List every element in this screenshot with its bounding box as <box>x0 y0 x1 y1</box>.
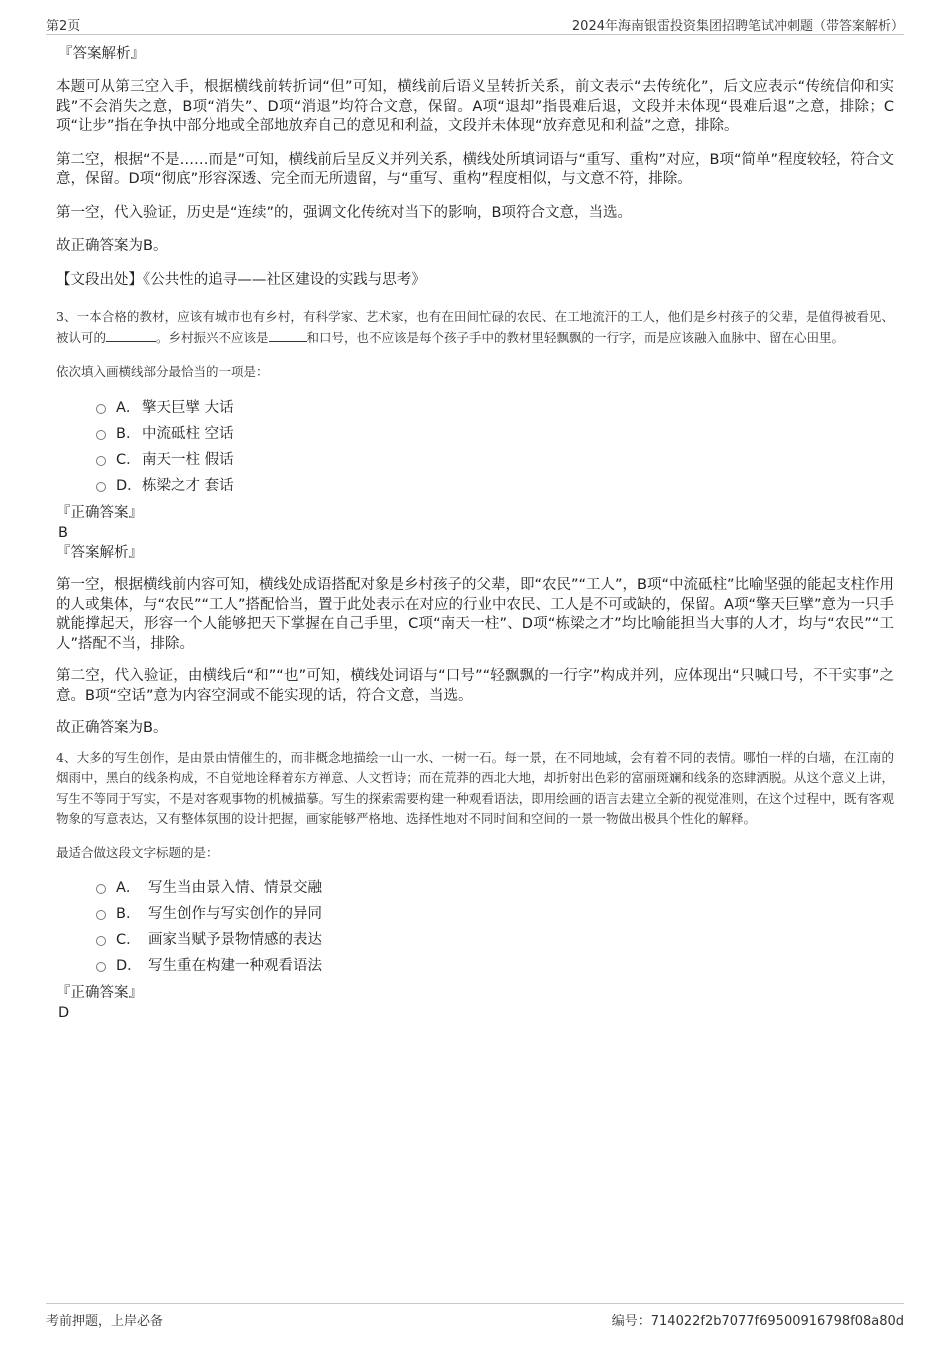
option-text: 中流砥柱 空话 <box>142 426 234 442</box>
option-letter: A． <box>116 400 141 416</box>
q4-option-c[interactable] <box>96 927 894 953</box>
q3-stem-part: 3、一本合格的教材，应该有城市也有乡村，有科学家、艺术家，也有在田间忙碌的农民、在工地流汗的工人，他们是乡村孩子的父辈，是值得被看见、被认可的 <box>56 309 894 345</box>
q3-option-b[interactable] <box>96 421 894 447</box>
option-text: 写生当由景入情、情景交融 <box>148 879 322 896</box>
option-letter: B． <box>116 905 141 922</box>
radio-icon[interactable] <box>96 962 106 972</box>
q3-blank-1 <box>106 329 156 342</box>
q2-analysis-paragraph: 第一空，代入验证，历史是“连续”的，强调文化传统对当下的影响，B项符合文意，当选。 <box>56 204 632 221</box>
option-text: 栋梁之才 套话 <box>142 478 234 494</box>
question-4 <box>56 748 894 1023</box>
option-letter: D． <box>116 957 142 974</box>
option-text: 画家当赋予景物情感的表达 <box>148 931 322 948</box>
q3-stem-part: 和口号，也不应该是每个孩子手中的教材里轻飘飘的一行字，而是应该融入血脉中、留在心田里。 <box>306 330 845 345</box>
option-text: 擎天巨擘 大话 <box>142 400 234 416</box>
option-text: 写生创作与写实创作的异同 <box>148 905 322 922</box>
q2-analysis-section <box>56 44 894 290</box>
q2-analysis-paragraph: 第二空，根据“不是……而是”可知，横线前后呈反义并列关系，横线处所填词语与“重写、重构”对应，B项“简单”程度较轻，符合文意，保留。D项“彻底”形容深透、完全而无所遗留，与“重写、重构”程度相似，与文意不符，排除。 <box>56 151 895 187</box>
q4-stem: 4、大多的写生创作，是由景由情催生的，而非概念地描绘一山一水、一树一石。每一景，在不同地域，会有着不同的表情。哪怕一样的白墙，在江南的烟雨中，黑白的线条构成，不自觉地诠释着东方禅意、人文哲诗；而在荒莽的西北大地，却折射出色彩的富丽斑斓和线条的恣肆洒脱。从这个意义上讲，写生不等同于写实，不是对客观事物的机械描摹。写生的探索需要构建一种观看语法，即用绘画的语言去建立全新的视觉准则，在这个过程中，既有客观物象的写意表达，又有整体氛围的设计把握，画家能够严格地、选择性地对不同时间和空间的一景一物做出极具个性化的解释。 <box>56 749 894 826</box>
q3-options <box>56 395 894 499</box>
question-3 <box>56 306 894 739</box>
q4-option-d[interactable] <box>96 953 894 979</box>
q4-option-b[interactable] <box>96 901 894 927</box>
q3-analysis-paragraph: 第一空，根据横线前内容可知，横线处成语搭配对象是乡村孩子的父辈，即“农民”“工人”，B项“中流砥柱”比喻坚强的能起支柱作用的人或集体，与“农民”“工人”搭配恰当，置于此处表示在对应的行业中农民、工人是不可或缺的，保留。A项“擎天巨擘”意为一只手就能撑起天，形容一个人能够把天下掌握在自己手里，C项“南天一柱”、D项“栋梁之才”均比喻能担当大事的人才，均与“农民”“工人”搭配不当，排除。 <box>56 577 895 652</box>
option-letter: A． <box>116 879 141 896</box>
document-title: 2024年海南银雷投资集团招聘笔试冲刺题（带答案解析） <box>571 19 904 34</box>
radio-icon[interactable] <box>96 884 106 894</box>
q3-option-d[interactable] <box>96 473 894 499</box>
q3-final-answer: 故正确答案为B。 <box>56 720 168 736</box>
option-text: 南天一柱 假话 <box>142 452 234 468</box>
option-letter: D． <box>116 478 142 494</box>
q2-analysis-paragraph: 本题可从第三空入手，根据横线前转折词“但”可知，横线前后语义呈转折关系，前文表示“去传统化”，后文应表示“传统信仰和实践”不会消失之意，B项“消失”、D项“消退”均符合文意，保留。A项“退却”指畏难后退，文段并未体现“畏难后退”之意，排除；C项“让步”指在争执中部分地或全部地放弃自己的意见和利益，文段并未体现“放弃意见和利益”之意，排除。 <box>56 79 894 134</box>
radio-icon[interactable] <box>96 936 106 946</box>
option-letter: C． <box>116 452 141 468</box>
page-number: 第2页 <box>46 19 81 34</box>
footer-slogan: 考前押题，上岸必备 <box>46 1314 164 1329</box>
q3-stem <box>56 306 894 348</box>
q3-prompt: 依次填入画横线部分最恰当的一项是： <box>56 364 269 379</box>
option-letter: B． <box>116 426 141 442</box>
q3-analysis-label: 『答案解析』 <box>56 545 143 561</box>
radio-icon[interactable] <box>96 430 106 440</box>
page-footer <box>46 1303 904 1328</box>
footer-serial: 编号：714022f2b7077f69500916798f08a80d <box>611 1314 904 1329</box>
q3-option-a[interactable] <box>96 395 894 421</box>
q3-stem-part: 。乡村振兴不应该是 <box>156 330 269 345</box>
q4-correct-answer: D <box>58 1004 70 1021</box>
q2-final-answer: 故正确答案为B。 <box>56 238 168 254</box>
q4-prompt: 最适合做这段文字标题的是： <box>56 844 219 860</box>
q3-correct-answer: B <box>58 525 68 541</box>
q3-correct-label: 『正确答案』 <box>56 505 143 521</box>
q2-analysis-label: 『答案解析』 <box>58 46 145 62</box>
q3-blank-2 <box>269 329 307 342</box>
option-text: 写生重在构建一种观看语法 <box>148 957 322 974</box>
radio-icon[interactable] <box>96 910 106 920</box>
radio-icon[interactable] <box>96 456 106 466</box>
q3-analysis-paragraph: 第二空，代入验证，由横线后“和”“也”可知，横线处词语与“口号”“轻飘飘的一行字”构成并列，应体现出“只喊口号，不干实事”之意。B项“空话”意为内容空洞或不能实现的话，符合文意，当选。 <box>56 668 894 704</box>
q3-option-c[interactable] <box>96 447 894 473</box>
radio-icon[interactable] <box>96 482 106 492</box>
page-content <box>56 44 894 1023</box>
q2-source: 【文段出处】《公共性的追寻——社区建设的实践与思考》 <box>56 271 426 288</box>
page-header <box>46 14 904 35</box>
radio-icon[interactable] <box>96 404 106 414</box>
q4-options <box>56 875 894 979</box>
q4-correct-label: 『正确答案』 <box>56 984 143 1001</box>
q4-option-a[interactable] <box>96 875 894 901</box>
option-letter: C． <box>116 931 141 948</box>
